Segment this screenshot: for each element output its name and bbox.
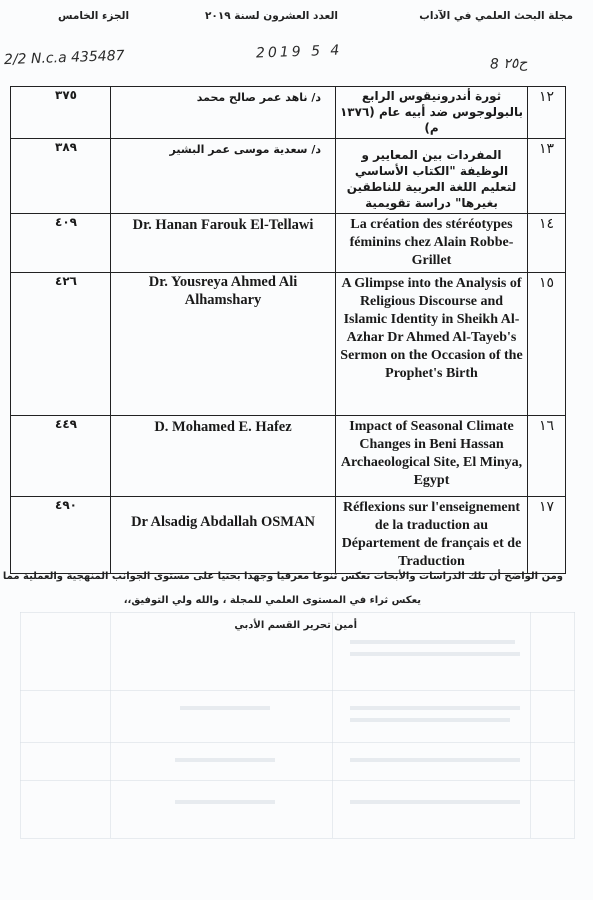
bleed-through-line (332, 612, 333, 838)
title-cell (336, 139, 528, 214)
article-title: La création des stéréotypes féminins chez Alain Robbe-Grillet (349, 217, 514, 268)
table-row (11, 497, 566, 574)
table-of-contents (10, 86, 566, 574)
handwritten-date: 2019 5 4 (255, 42, 343, 62)
article-title: Réflexions sur l'enseignement de la traduction au Département de français et de Traduction (341, 500, 522, 569)
row-number: ١٥ (538, 275, 555, 291)
handwritten-accession-note: 2/2 N.c.a 435487 (3, 47, 125, 69)
author-cell (111, 214, 336, 273)
article-title: المفردات بين المعايير و الوظيفة "الكتاب الأساسي لتعليم اللغة العربية للناطقين بغيرها" دراسة تقويمية (346, 148, 517, 210)
number-cell (528, 214, 566, 273)
bleed-through-blur (175, 800, 275, 804)
bleed-through-blur (350, 652, 520, 656)
bleed-through-line (20, 612, 575, 613)
author-name: Dr. Yousreya Ahmed Ali Alhamshary (148, 274, 298, 308)
page-cell (11, 416, 111, 497)
bleed-through-blur (175, 758, 275, 762)
bleed-through-blur (350, 758, 520, 762)
journal-title: مجلة البحث العلمي في الآداب (419, 10, 573, 22)
issue-label: العدد العشرون لسنة ٢٠١٩ (205, 10, 338, 22)
author-cell (111, 273, 336, 416)
article-title: ثورة أندرونيقوس الرابع بالبولوجوس ضد أبيه عام (١٣٧٦ م) (339, 89, 523, 135)
part-label: الجزء الخامس (58, 10, 130, 22)
row-number: ١٤ (538, 216, 555, 232)
row-number: ١٧ (538, 499, 555, 515)
author-cell (111, 139, 336, 214)
number-cell (528, 139, 566, 214)
number-cell (528, 87, 566, 139)
bleed-through-blur (350, 706, 520, 710)
page-number: ٤٢٦ (55, 274, 77, 288)
editor-signature: أمين تحرير القسم الأدبي (234, 620, 357, 631)
title-cell (336, 87, 528, 139)
page-cell (11, 273, 111, 416)
table-row (11, 87, 566, 139)
page-number: ٣٧٥ (55, 88, 77, 102)
page-cell (11, 139, 111, 214)
bleed-through-line (20, 780, 575, 781)
bleed-through-line (530, 612, 531, 838)
table-row (11, 214, 566, 273)
author-name: Dr Alsadig Abdallah OSMAN (131, 514, 315, 530)
number-cell (528, 416, 566, 497)
bleed-through-blur (180, 706, 270, 710)
author-cell (111, 497, 336, 574)
page-number: ٤٠٩ (55, 215, 77, 229)
bleed-through-blur (350, 800, 520, 804)
table-row (11, 139, 566, 214)
page-cell (11, 87, 111, 139)
article-title: A Glimpse into the Analysis of Religious Discourse and Islamic Identity in Sheikh Al-Azhar Dr Ahmed Al-Tayeb's Sermon on the Occasion of the Prophet's Birth (340, 276, 523, 381)
number-cell (528, 497, 566, 574)
bleed-through-line (110, 612, 111, 838)
page-cell (11, 497, 111, 574)
bleed-through-line (20, 742, 575, 743)
author-name: Dr. Hanan Farouk El-Tellawi (132, 217, 314, 233)
row-number: ١٢ (538, 89, 555, 105)
author-cell (111, 87, 336, 139)
title-cell (336, 416, 528, 497)
bleed-through-blur (350, 718, 510, 722)
title-cell (336, 273, 528, 416)
bleed-through-line (20, 838, 575, 839)
author-cell (111, 416, 336, 497)
bleed-through-blur (350, 640, 515, 644)
author-name: D. Mohamed E. Hafez (154, 419, 292, 435)
page-cell (11, 214, 111, 273)
page-number: ٤٩٠ (55, 498, 77, 512)
closing-paragraph-line: ومن الواضح أن تلك الدراسات والأبحاث تعكس تنوعا معرفيا وجهدا بحثيا على مستوى الجوانب المنهجية والعملية مما (2, 571, 563, 582)
title-cell (336, 497, 528, 574)
article-title: Impact of Seasonal Climate Changes in Beni Hassan Archaeological Site, El Minya, Egypt (340, 419, 523, 488)
row-number: ١٣ (538, 141, 555, 157)
bleed-through-line (574, 612, 575, 838)
row-number: ١٦ (538, 418, 555, 434)
page-number: ٤٤٩ (55, 417, 77, 431)
page-number: ٣٨٩ (55, 140, 77, 154)
author-name: د/ ناهد عمر صالح محمد (196, 91, 321, 104)
table-row (11, 273, 566, 416)
bleed-through-line (20, 612, 21, 838)
table-row (11, 416, 566, 497)
handwritten-note: ح٢٥ 8 (489, 55, 528, 73)
closing-paragraph-line: يعكس ثراء في المستوى العلمي للمجلة ، والله ولي التوفيق،، (123, 595, 421, 606)
bleed-through-line (20, 690, 575, 691)
title-cell (336, 214, 528, 273)
author-name: د/ سعدية موسى عمر البشير (169, 143, 321, 156)
number-cell (528, 273, 566, 416)
